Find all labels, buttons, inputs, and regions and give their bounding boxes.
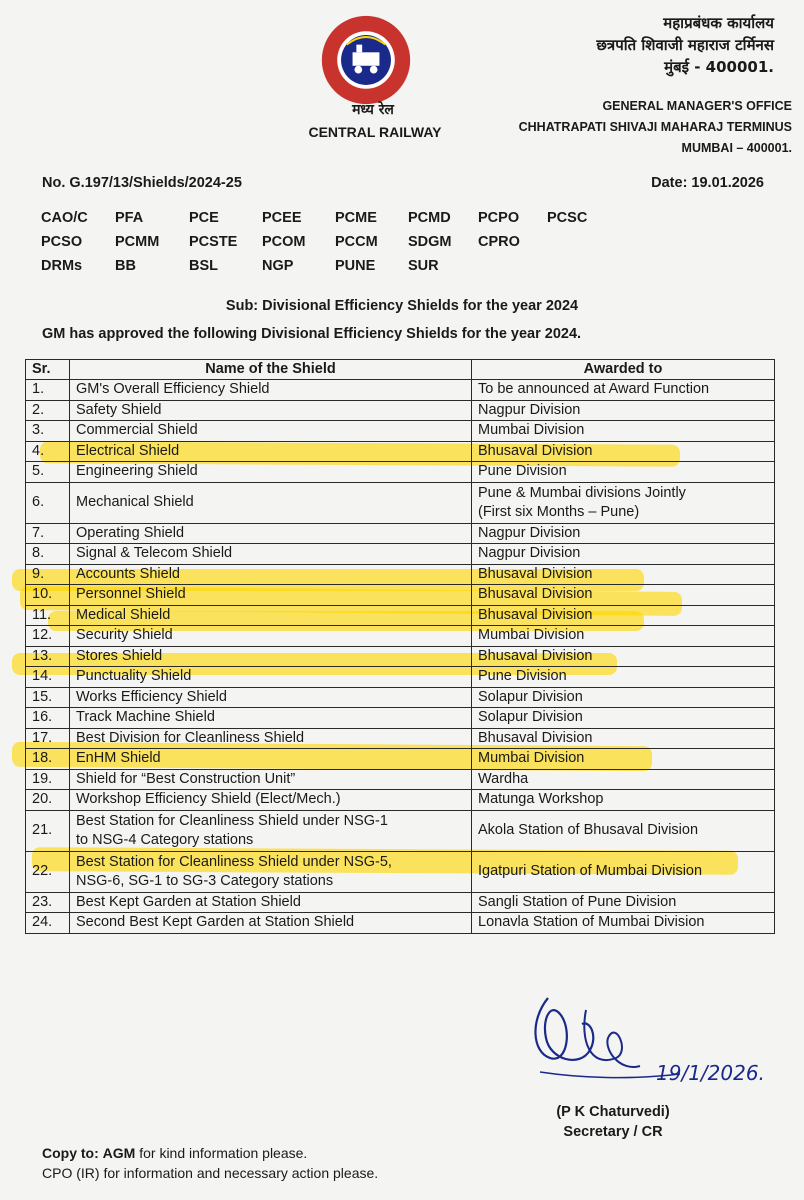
shield-name-cell: EnHM Shield	[70, 749, 472, 770]
shields-table	[25, 359, 775, 934]
org-name-english: CENTRAL RAILWAY	[308, 124, 442, 140]
awarded-to-cell: Solapur Division	[472, 687, 775, 708]
table-row	[26, 482, 775, 523]
sr-cell: 15.	[26, 687, 70, 708]
table-body	[26, 380, 775, 934]
sr-cell: 5.	[26, 462, 70, 483]
subject-line: Sub: Divisional Efficiency Shields for the year 2024	[225, 298, 579, 314]
office-hindi-line: छत्रपति शिवाजी महाराज टर्मिनस	[596, 36, 774, 54]
letter-date: Date: 19.01.2026	[651, 175, 764, 191]
sr-cell: 13.	[26, 646, 70, 667]
table-row	[26, 913, 775, 934]
sr-cell: 4.	[26, 441, 70, 462]
table-row	[26, 749, 775, 770]
shield-name-cell: Electrical Shield	[70, 441, 472, 462]
sr-cell: 19.	[26, 769, 70, 790]
table-row	[26, 769, 775, 790]
awarded-to-cell: Matunga Workshop	[472, 790, 775, 811]
sr-cell: 23.	[26, 892, 70, 913]
recipient: NGP	[262, 258, 294, 274]
awarded-to-cell: Bhusaval Division	[472, 564, 775, 585]
awarded-to-cell: Pune & Mumbai divisions Jointly (First six Months – Pune)	[472, 482, 775, 523]
copy-to-block	[42, 1143, 378, 1183]
sr-cell: 10.	[26, 585, 70, 606]
shield-name-cell: Stores Shield	[70, 646, 472, 667]
shield-name-cell: Best Division for Cleanliness Shield	[70, 728, 472, 749]
shield-name-cell: Best Kept Garden at Station Shield	[70, 892, 472, 913]
shield-name-cell: Safety Shield	[70, 400, 472, 421]
awarded-to-cell: Sangli Station of Pune Division	[472, 892, 775, 913]
shield-name-cell: Commercial Shield	[70, 421, 472, 442]
copy-to-line-1	[42, 1143, 378, 1163]
office-english-line: CHHATRAPATI SHIVAJI MAHARAJ TERMINUS	[518, 120, 792, 134]
awarded-to-cell: Mumbai Division	[472, 421, 775, 442]
sr-cell: 11.	[26, 605, 70, 626]
intro-text: GM has approved the following Divisional Efficiency Shields for the year 2024.	[42, 326, 582, 342]
recipient: DRMs	[41, 258, 83, 274]
office-english-line: GENERAL MANAGER'S OFFICE	[602, 99, 792, 113]
sr-cell: 24.	[26, 913, 70, 934]
recipient: PCOM	[262, 234, 306, 250]
awarded-to-cell: Solapur Division	[472, 708, 775, 729]
signatory-designation: Secretary / CR	[563, 1124, 663, 1140]
copy-to-label: Copy to:	[42, 1145, 99, 1161]
shield-name-cell: Punctuality Shield	[70, 667, 472, 688]
office-hindi-line: मुंबई - 400001.	[664, 58, 774, 76]
awarded-to-cell: Nagpur Division	[472, 544, 775, 565]
header-awarded-to: Awarded to	[472, 360, 775, 380]
recipient: PCSTE	[189, 234, 238, 250]
table-row	[26, 564, 775, 585]
table-row	[26, 728, 775, 749]
awarded-to-cell: Bhusaval Division	[472, 441, 775, 462]
table-row	[26, 810, 775, 851]
sr-cell: 12.	[26, 626, 70, 647]
recipient: PCMD	[408, 210, 451, 226]
indian-railways-logo	[318, 12, 414, 108]
awarded-to-cell: Bhusaval Division	[472, 646, 775, 667]
recipient: PFA	[115, 210, 144, 226]
table-row	[26, 646, 775, 667]
recipient: PCME	[335, 210, 377, 226]
table-header-row	[26, 360, 775, 380]
awarded-to-cell: Bhusaval Division	[472, 585, 775, 606]
table-row	[26, 626, 775, 647]
shield-name-cell: GM's Overall Efficiency Shield	[70, 380, 472, 401]
shield-name-cell: Accounts Shield	[70, 564, 472, 585]
table-row	[26, 790, 775, 811]
signature-date: 19/1/2026.	[656, 1061, 765, 1085]
awarded-to-cell: Mumbai Division	[472, 626, 775, 647]
office-address-english	[519, 96, 792, 159]
shield-name-cell: Second Best Kept Garden at Station Shield	[70, 913, 472, 934]
recipient: CPRO	[478, 234, 520, 250]
header-shield-name: Name of the Shield	[70, 360, 472, 380]
sr-cell: 2.	[26, 400, 70, 421]
awarded-to-cell: Igatpuri Station of Mumbai Division	[472, 851, 775, 892]
table-row	[26, 380, 775, 401]
office-english-line: MUMBAI – 400001.	[681, 141, 792, 155]
table-row	[26, 462, 775, 483]
recipient: CAO/C	[41, 210, 88, 226]
awarded-to-cell: Nagpur Division	[472, 400, 775, 421]
signatory-name: (P K Chaturvedi)	[556, 1104, 670, 1120]
table-row	[26, 851, 775, 892]
awarded-to-cell: Mumbai Division	[472, 749, 775, 770]
table-row	[26, 400, 775, 421]
recipient: PCMM	[115, 234, 160, 250]
sr-cell: 6.	[26, 482, 70, 523]
copy-to-line1-text: for kind information please.	[135, 1145, 308, 1161]
shield-name-cell: Engineering Shield	[70, 462, 472, 483]
recipient: PCCM	[335, 234, 378, 250]
sr-cell: 20.	[26, 790, 70, 811]
recipient: BSL	[189, 258, 218, 274]
sr-cell: 16.	[26, 708, 70, 729]
table-row	[26, 585, 775, 606]
shield-name-cell: Operating Shield	[70, 523, 472, 544]
shield-name-cell: Personnel Shield	[70, 585, 472, 606]
sr-cell: 22.	[26, 851, 70, 892]
letter-number: No. G.197/13/Shields/2024-25	[42, 175, 242, 191]
awarded-to-cell: Wardha	[472, 769, 775, 790]
table-row	[26, 687, 775, 708]
recipient: PCSO	[41, 234, 83, 250]
table-row	[26, 441, 775, 462]
sr-cell: 18.	[26, 749, 70, 770]
table-row	[26, 421, 775, 442]
awarded-to-cell: To be announced at Award Function	[472, 380, 775, 401]
awarded-to-cell: Lonavla Station of Mumbai Division	[472, 913, 775, 934]
org-name-hindi: मध्य रेल	[352, 102, 394, 118]
sr-cell: 9.	[26, 564, 70, 585]
header-sr: Sr.	[26, 360, 70, 380]
copy-to-line-2: CPO (IR) for information and necessary action please.	[42, 1165, 379, 1181]
awarded-to-cell: Pune Division	[472, 462, 775, 483]
sr-cell: 21.	[26, 810, 70, 851]
shield-name-cell: Signal & Telecom Shield	[70, 544, 472, 565]
recipient: PCSC	[547, 210, 588, 226]
office-hindi-line: महाप्रबंधक कार्यालय	[663, 14, 774, 32]
table-row	[26, 544, 775, 565]
copy-to-agm: AGM	[102, 1145, 136, 1161]
awarded-to-cell: Nagpur Division	[472, 523, 775, 544]
shield-name-cell: Best Station for Cleanliness Shield under NSG-5, NSG-6, SG-1 to SG-3 Category stations	[70, 851, 472, 892]
awarded-to-cell: Akola Station of Bhusaval Division	[472, 810, 775, 851]
shield-name-cell: Security Shield	[70, 626, 472, 647]
recipient: PCE	[189, 210, 219, 226]
sr-cell: 8.	[26, 544, 70, 565]
awarded-to-cell: Pune Division	[472, 667, 775, 688]
recipient: SUR	[408, 258, 439, 274]
shield-name-cell: Shield for “Best Construction Unit”	[70, 769, 472, 790]
signatory-block	[548, 1102, 678, 1142]
sr-cell: 7.	[26, 523, 70, 544]
sr-cell: 17.	[26, 728, 70, 749]
shield-name-cell: Track Machine Shield	[70, 708, 472, 729]
shield-name-cell: Workshop Efficiency Shield (Elect/Mech.)	[70, 790, 472, 811]
sr-cell: 14.	[26, 667, 70, 688]
table-row	[26, 892, 775, 913]
sr-cell: 3.	[26, 421, 70, 442]
shield-name-cell: Works Efficiency Shield	[70, 687, 472, 708]
signature-image	[520, 980, 780, 1100]
table-row	[26, 523, 775, 544]
recipient: PCEE	[262, 210, 302, 226]
office-address-hindi	[596, 12, 774, 78]
shield-name-cell: Medical Shield	[70, 605, 472, 626]
awarded-to-cell: Bhusaval Division	[472, 728, 775, 749]
recipient: PCPO	[478, 210, 520, 226]
table-row	[26, 667, 775, 688]
shield-name-cell: Best Station for Cleanliness Shield under NSG-1 to NSG-4 Category stations	[70, 810, 472, 851]
recipient: PUNE	[335, 258, 376, 274]
recipient: BB	[115, 258, 136, 274]
table-row	[26, 708, 775, 729]
table-row	[26, 605, 775, 626]
awarded-to-cell: Bhusaval Division	[472, 605, 775, 626]
sr-cell: 1.	[26, 380, 70, 401]
shield-name-cell: Mechanical Shield	[70, 482, 472, 523]
recipient: SDGM	[408, 234, 452, 250]
